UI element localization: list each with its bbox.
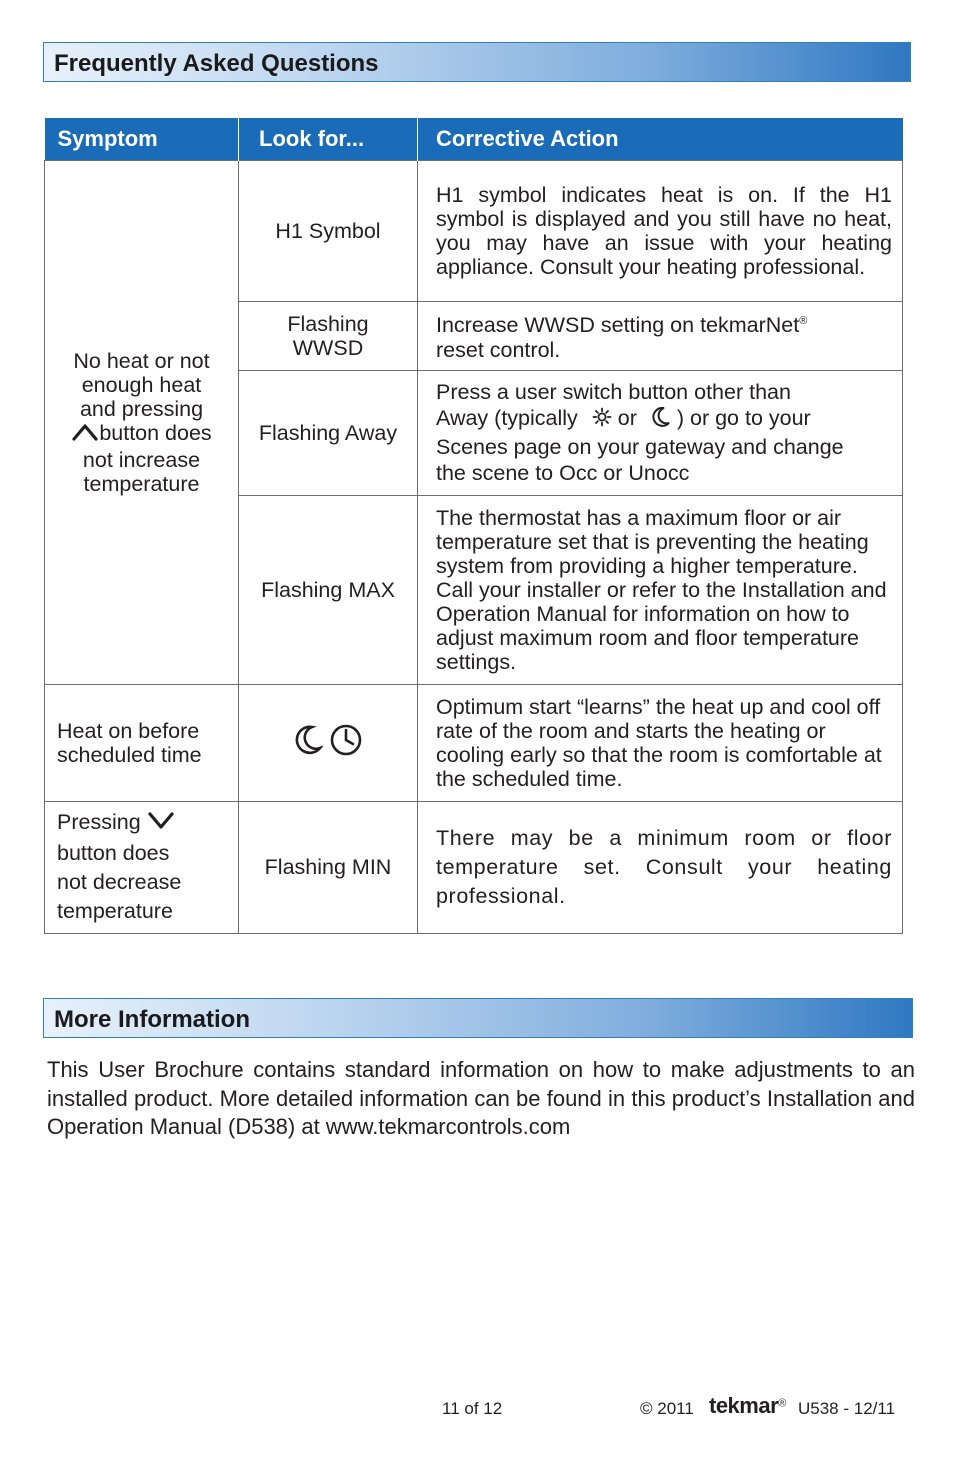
action-text: Press a user switch button other than xyxy=(436,380,791,405)
look-for-h1-symbol: H1 Symbol xyxy=(239,160,418,301)
action-h1-symbol: H1 symbol indicates heat is on. If the H1 symbol is displayed and you still have no heat, you may have an issue with your heating appliance. Consult your heating professional. xyxy=(418,160,903,301)
action-text: Away (typically xyxy=(436,406,578,431)
action-flashing-min: There may be a minimum room or floor temperature set. Consult your heating professional. xyxy=(418,801,903,933)
look-for-flashing-min: Flashing MIN xyxy=(239,801,418,933)
page-number: 11 of 12 xyxy=(442,1399,503,1418)
copyright: © 2011 xyxy=(640,1399,694,1418)
symptom-text: enough heat xyxy=(81,372,202,397)
symptom-heat-before-scheduled xyxy=(45,684,239,801)
action-flashing-max: The thermostat has a maximum floor or air temperature set that is preventing the heating system from providing a higher temperature. Call your installer or refer to the Installation and Operation Manual for information on how to adjust maximum room and floor temperature settings. xyxy=(418,495,903,684)
symptom-button-line xyxy=(51,421,232,448)
chevron-down-icon xyxy=(147,809,175,839)
document-code: U538 - 12/11 xyxy=(798,1399,896,1418)
table-row xyxy=(45,684,903,801)
symptom-text: not increase xyxy=(82,447,201,472)
symptom-text: button does xyxy=(99,420,212,445)
action-away-line xyxy=(436,405,892,433)
symptom-pressing-down xyxy=(45,801,239,933)
look-for-flashing-max: Flashing MAX xyxy=(239,495,418,684)
faq-section-header xyxy=(43,42,911,82)
look-for-moon-clock xyxy=(239,684,418,801)
symptom-text: scheduled time xyxy=(57,742,202,767)
look-for-flashing-wwsd xyxy=(239,301,418,370)
symptom-no-heat xyxy=(45,160,239,684)
look-for-text: WWSD xyxy=(292,335,364,360)
table-row xyxy=(45,160,903,301)
registered-mark: ® xyxy=(799,315,808,328)
look-for-text: Flashing xyxy=(287,311,369,336)
moon-icon xyxy=(651,406,671,434)
more-info-section-title: More Information xyxy=(54,1006,250,1033)
brand-name: tekmar xyxy=(709,1393,779,1418)
table-row xyxy=(45,801,903,933)
symptom-text: No heat or not xyxy=(73,348,210,373)
action-flashing-away xyxy=(418,370,903,495)
symptom-pressing-line xyxy=(57,808,230,838)
sun-icon xyxy=(592,407,612,433)
action-heat-before-scheduled: Optimum start “learns” the heat up and cool off rate of the room and starts the heating or cooling early so that the room is comfortable at the scheduled time. xyxy=(418,684,903,801)
brand-logo xyxy=(709,1393,786,1419)
faq-section-title: Frequently Asked Questions xyxy=(54,50,379,77)
more-info-section-header xyxy=(43,998,913,1038)
action-text: ) or go to your xyxy=(676,406,811,431)
action-text: or xyxy=(617,406,637,431)
symptom-text: button does xyxy=(57,840,170,865)
action-flashing-wwsd xyxy=(418,301,903,370)
column-header-look-for: Look for... xyxy=(239,118,418,160)
action-text: reset control. xyxy=(436,337,561,362)
moon-icon xyxy=(293,724,323,761)
faq-table xyxy=(44,118,903,934)
column-header-corrective-action: Corrective Action xyxy=(418,118,903,160)
action-text: Increase WWSD setting on tekmarNet xyxy=(436,313,800,338)
look-for-flashing-away: Flashing Away xyxy=(239,370,418,495)
action-text: the scene to Occ or Unocc xyxy=(436,460,690,485)
faq-table-header-row xyxy=(45,118,903,160)
brand-registered-mark: ® xyxy=(778,1397,787,1410)
column-header-symptom: Symptom xyxy=(45,118,239,160)
symptom-text: not decrease xyxy=(57,869,182,894)
more-info-paragraph: This User Brochure contains standard information on how to make adjustments to an installed product. More detailed information can be found in this product’s Installation and Operation Manual (D538) at www.tekmarcontrols.com xyxy=(47,1057,915,1139)
symptom-text: temperature xyxy=(83,471,200,496)
symptom-text: and pressing xyxy=(79,396,204,421)
action-text: Scenes page on your gateway and change xyxy=(436,434,844,459)
symptom-text: Pressing xyxy=(57,810,141,835)
symptom-text: temperature xyxy=(57,898,173,923)
symptom-text: Heat on before xyxy=(57,718,200,743)
chevron-up-icon xyxy=(71,421,99,448)
clock-icon xyxy=(329,723,363,762)
